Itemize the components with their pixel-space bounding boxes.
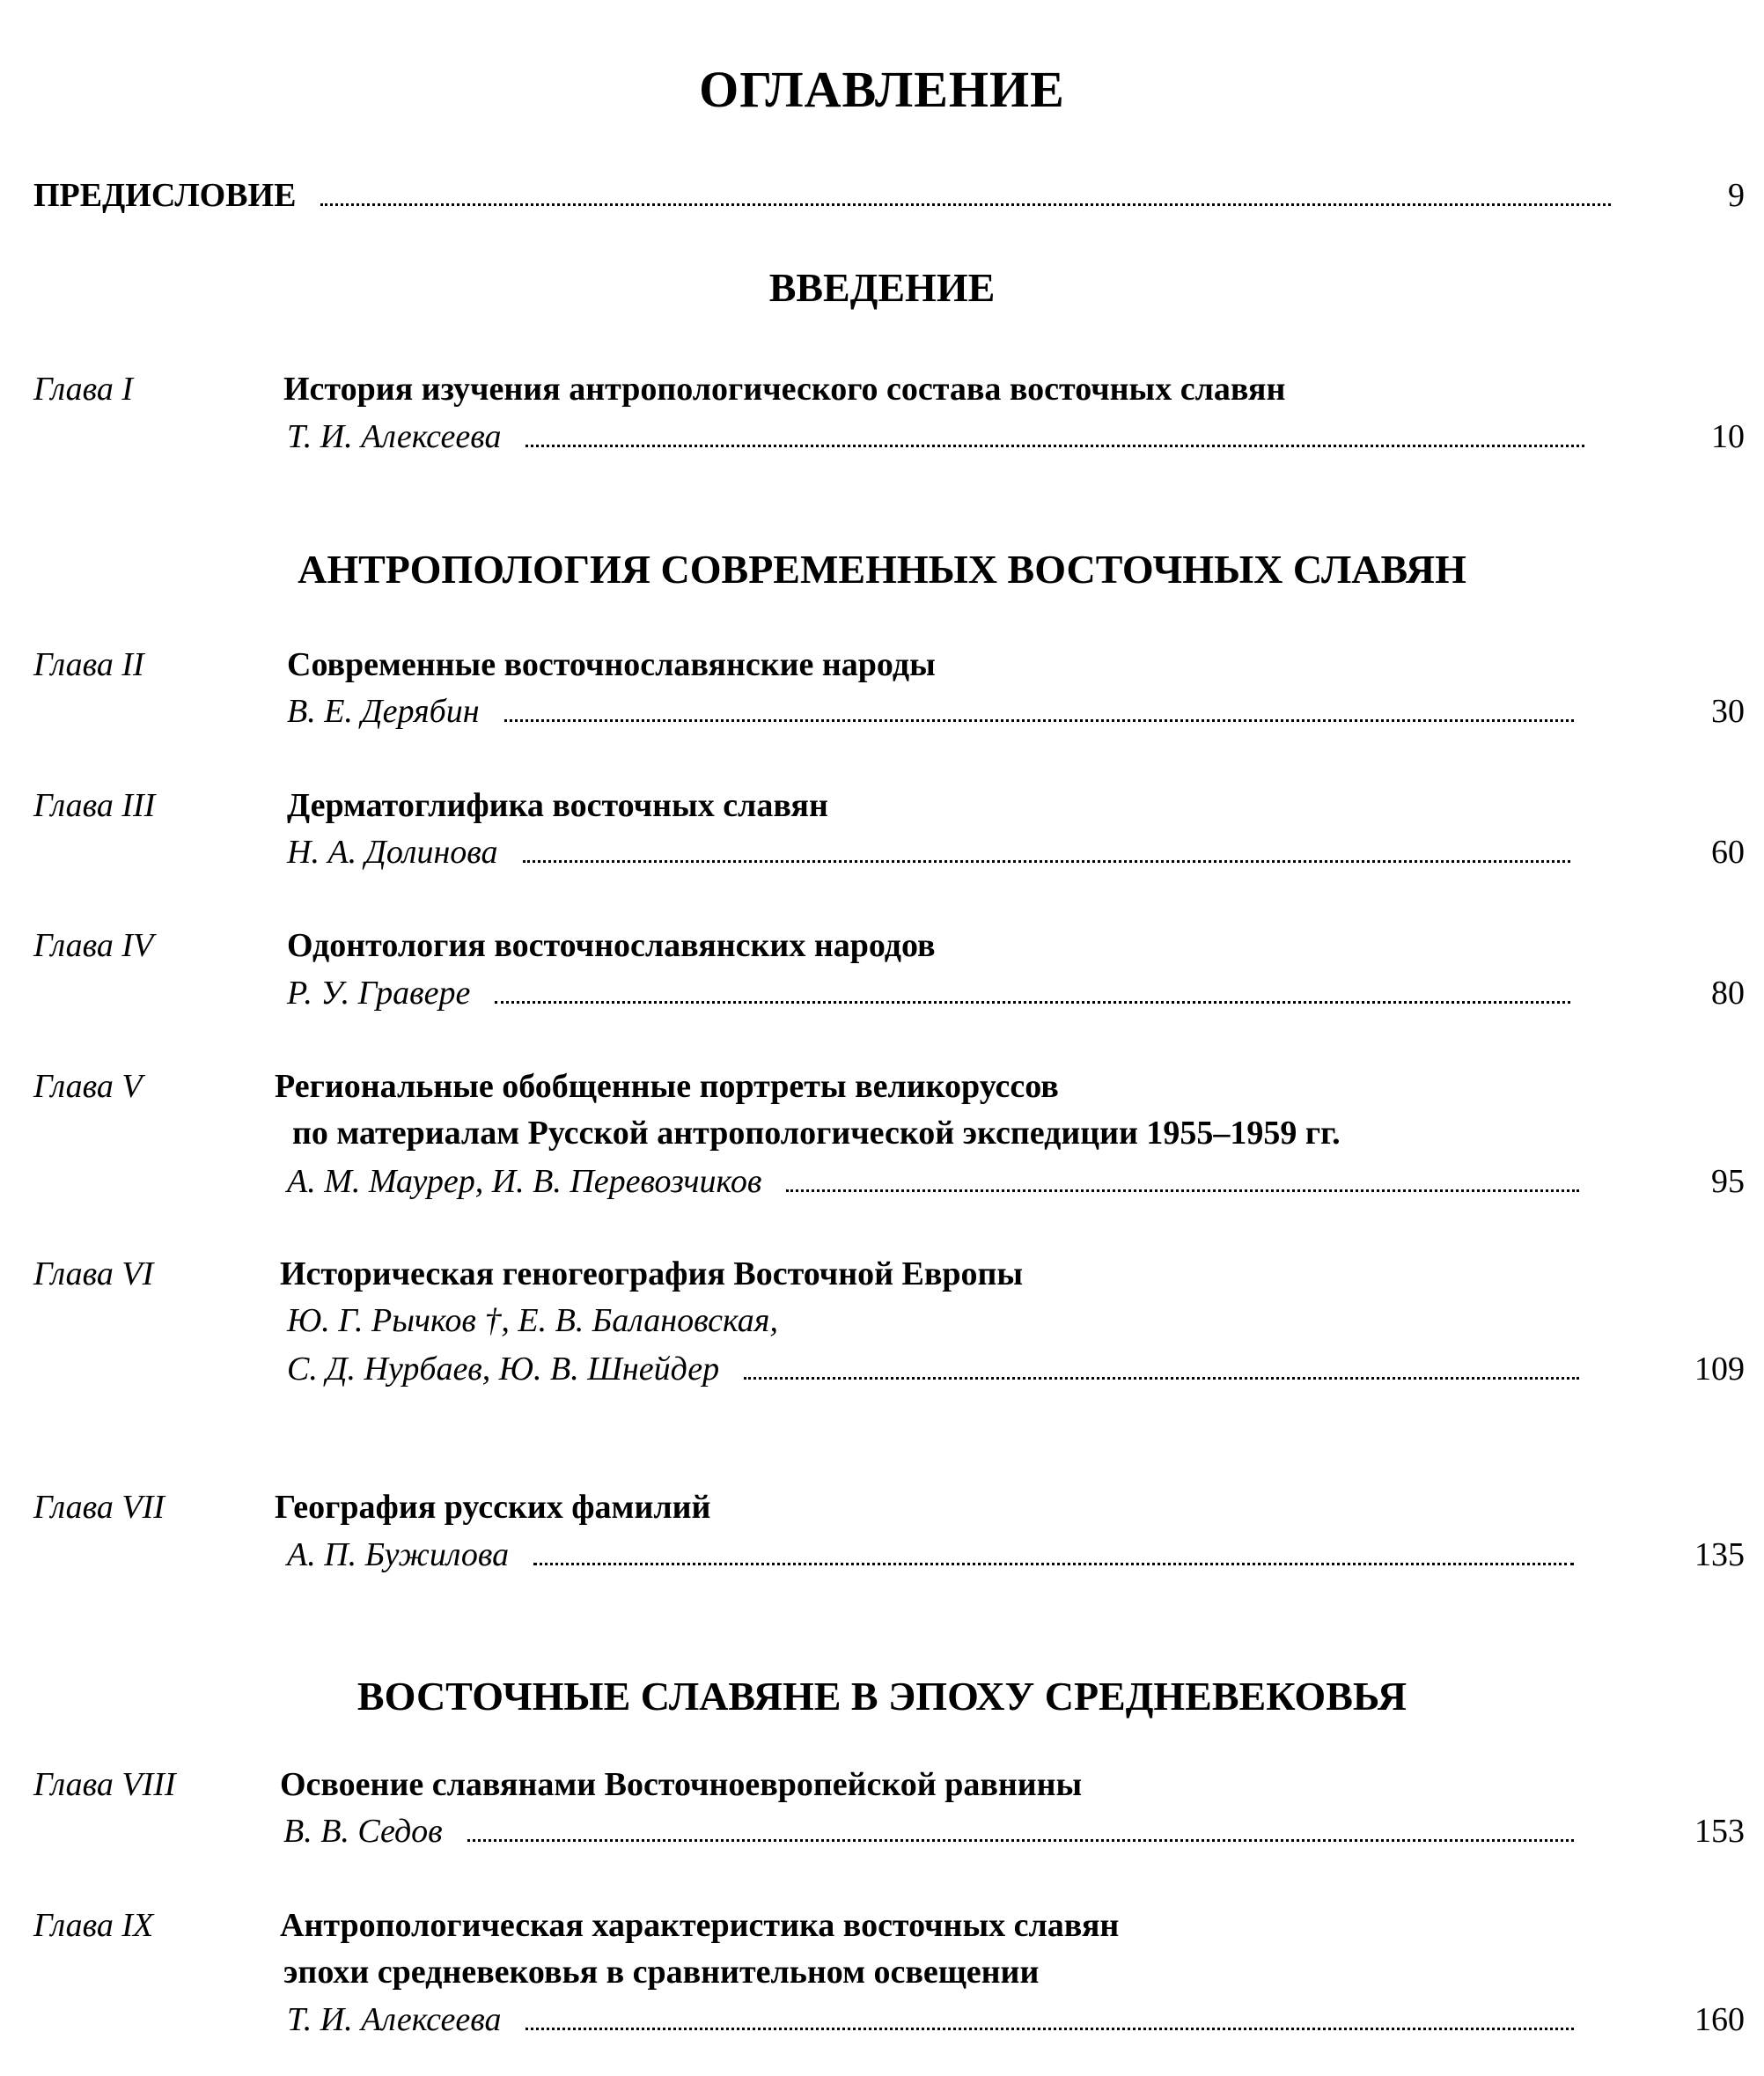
chapter-label: Глава V xyxy=(33,1068,143,1105)
chapter-title[interactable]: Антропологическая характеристика восточных славян xyxy=(280,1907,1120,1944)
page-title: ОГЛАВЛЕНИЕ xyxy=(699,61,1065,118)
author-row xyxy=(287,417,1600,456)
author-row xyxy=(287,1162,1595,1201)
author-row xyxy=(287,1535,1590,1574)
page-number: 30 xyxy=(1711,693,1745,730)
chapter-author: А. П. Бужилова xyxy=(287,1536,510,1573)
chapter-title[interactable]: Освоение славянами Восточноевропейской равнины xyxy=(280,1766,1083,1803)
dot-leader xyxy=(523,860,1570,863)
chapter-title[interactable]: Региональные обобщенные портреты великоруссов xyxy=(275,1068,1059,1105)
chapter-author: А. М. Маурер, И. В. Перевозчиков xyxy=(287,1163,762,1200)
chapter-author: Т. И. Алексеева xyxy=(287,418,502,455)
dot-leader xyxy=(744,1377,1579,1380)
dot-leader xyxy=(533,1563,1574,1565)
chapter-label: Глава III xyxy=(33,787,156,824)
chapter-label: Глава VII xyxy=(33,1489,165,1526)
dot-leader xyxy=(467,1839,1574,1842)
dot-leader xyxy=(495,1001,1570,1004)
chapter-label: Глава VIII xyxy=(33,1766,176,1803)
chapter-title[interactable]: География русских фамилий xyxy=(275,1489,711,1526)
chapter-author: В. Е. Дерябин xyxy=(287,693,480,730)
chapter-title[interactable]: Историческая геногеография Восточной Европы xyxy=(280,1255,1024,1292)
page-number: 135 xyxy=(1694,1536,1745,1573)
chapter-title-line-2[interactable]: по материалам Русской антропологической экспедиции 1955–1959 гг. xyxy=(292,1115,1341,1152)
author-row xyxy=(287,1350,1595,1388)
dot-leader xyxy=(786,1189,1579,1192)
section-heading: ВОСТОЧНЫЕ СЛАВЯНЕ В ЭПОХУ СРЕДНЕВЕКОВЬЯ xyxy=(356,1674,1408,1719)
dot-leader xyxy=(320,203,1611,206)
page-number: 95 xyxy=(1711,1163,1745,1200)
page-number: 9 xyxy=(1728,177,1745,214)
page-number: 109 xyxy=(1694,1351,1745,1388)
page-number: 10 xyxy=(1711,418,1745,455)
chapter-author: Н. А. Долинова xyxy=(287,834,498,871)
chapter-author: В. В. Седов xyxy=(283,1813,443,1850)
toc-entry-preface[interactable] xyxy=(33,176,1627,215)
author-row xyxy=(287,833,1586,872)
chapter-author: С. Д. Нурбаев, Ю. В. Шнейдер xyxy=(287,1351,720,1388)
dot-leader xyxy=(526,2028,1574,2030)
preface-label: ПРЕДИСЛОВИЕ xyxy=(33,177,297,214)
chapter-title[interactable]: Одонтология восточнославянских народов xyxy=(287,927,936,964)
chapter-label: Глава VI xyxy=(33,1255,154,1292)
chapter-label: Глава IX xyxy=(33,1907,154,1944)
chapter-title[interactable]: История изучения антропологического состава восточных славян xyxy=(283,371,1286,408)
section-heading: АНТРОПОЛОГИЯ СОВРЕМЕННЫХ ВОСТОЧНЫХ СЛАВЯН xyxy=(298,547,1466,592)
page-number: 60 xyxy=(1711,834,1745,871)
dot-leader xyxy=(504,719,1574,722)
chapter-title-line-2[interactable]: эпохи средневековья в сравнительном освещении xyxy=(283,1954,1040,1991)
chapter-author: Т. И. Алексеева xyxy=(287,2001,502,2038)
section-heading: ВВЕДЕНИЕ xyxy=(768,265,996,310)
dot-leader xyxy=(526,445,1584,447)
chapter-title[interactable]: Современные восточнославянские народы xyxy=(287,646,936,683)
author-row xyxy=(287,2000,1590,2039)
author-row xyxy=(287,974,1586,1012)
chapter-label: Глава I xyxy=(33,371,134,408)
chapter-author: Ю. Г. Рычков †, Е. В. Балановская, xyxy=(287,1302,778,1339)
page-number: 160 xyxy=(1694,2001,1745,2038)
page-number: 80 xyxy=(1711,975,1745,1012)
chapter-author: Р. У. Гравере xyxy=(287,975,471,1012)
chapter-label: Глава II xyxy=(33,646,144,683)
author-row xyxy=(283,1812,1590,1851)
page-number: 153 xyxy=(1694,1813,1745,1850)
author-row xyxy=(287,692,1590,731)
chapter-label: Глава IV xyxy=(33,927,154,964)
chapter-title[interactable]: Дерматоглифика восточных славян xyxy=(287,787,828,824)
